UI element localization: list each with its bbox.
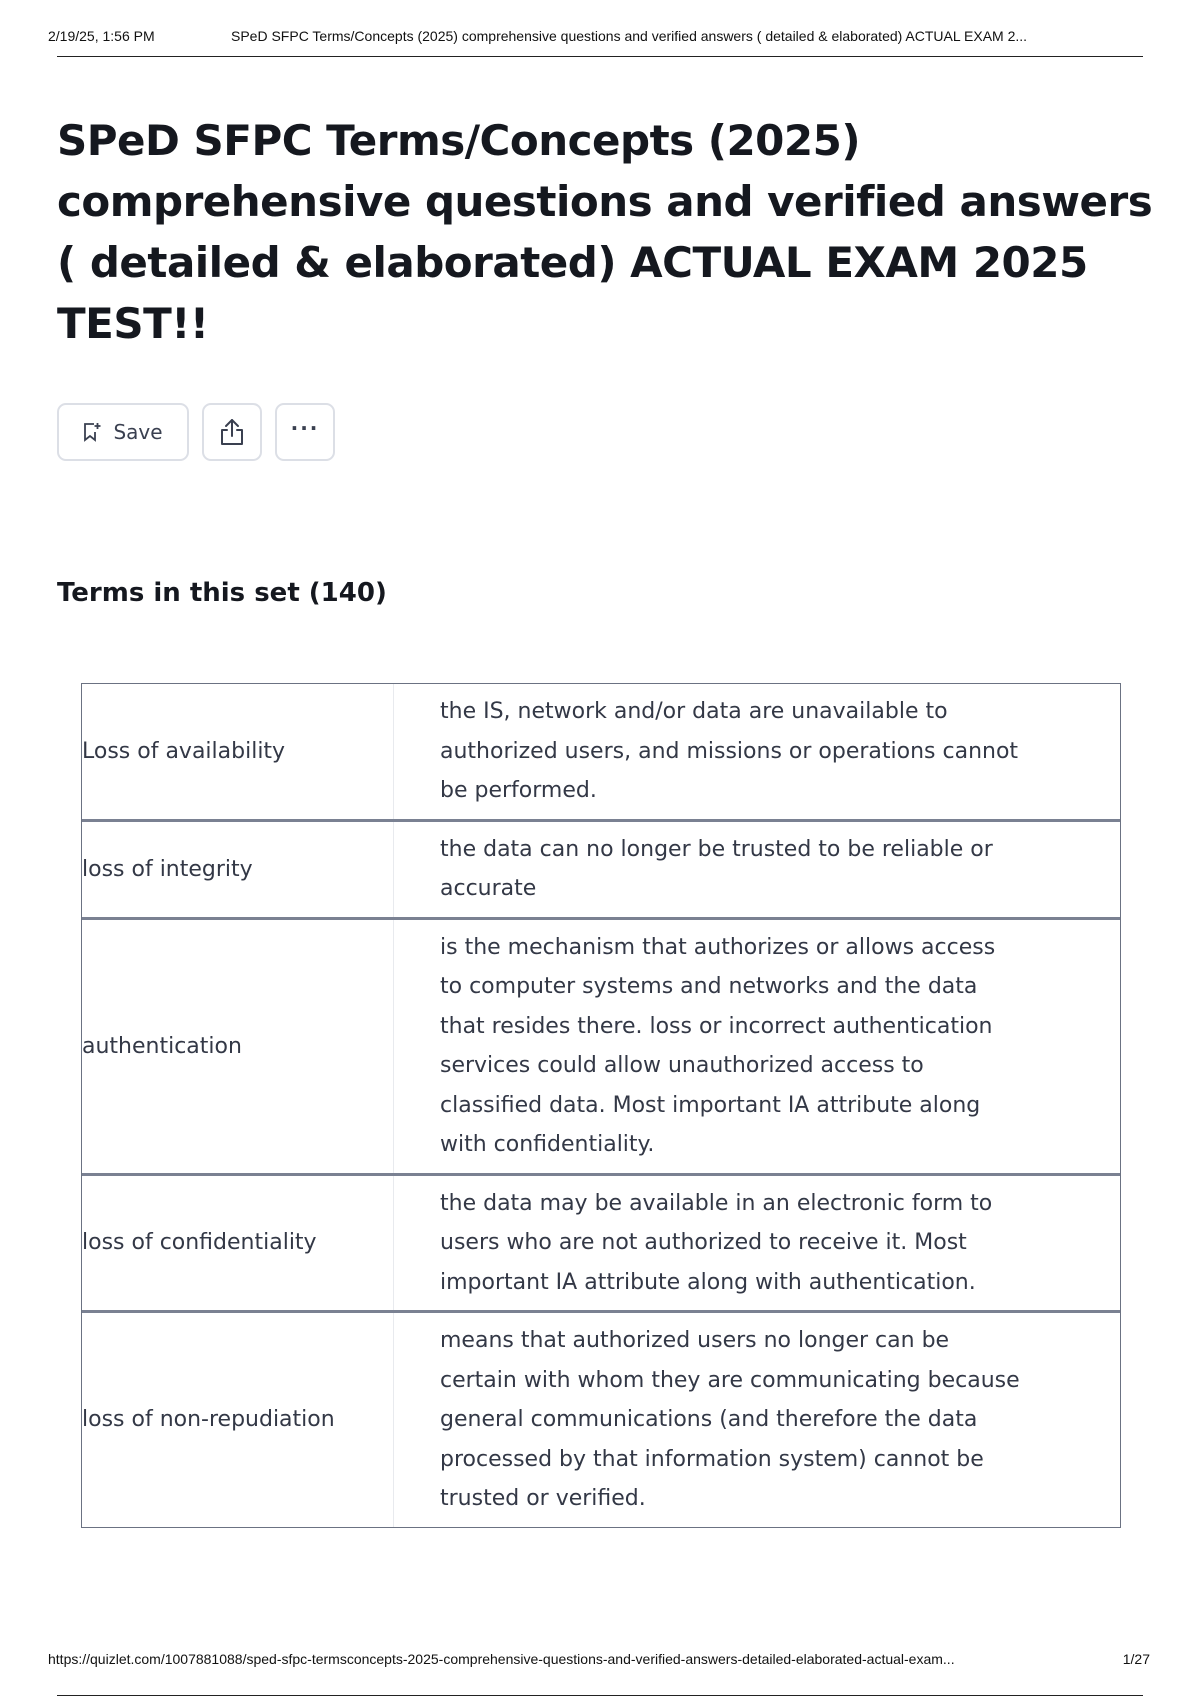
term-row bbox=[82, 1173, 1120, 1311]
term-row bbox=[82, 1310, 1120, 1527]
action-bar bbox=[57, 403, 335, 461]
more-icon: ··· bbox=[290, 416, 320, 440]
term-text: authentication bbox=[82, 920, 394, 1173]
definition-text: is the mechanism that authorizes or allows access to computer systems and networks and the data that resides there. loss or incorrect authentication services could allow unauthorized access to classified data. Most important IA attribute along with confidentiality. bbox=[440, 934, 996, 1157]
term-text: Loss of availability bbox=[82, 684, 394, 819]
definition-text: means that authorized users no longer can be certain with whom they are communicating because general communications (and therefore the data processed by that information system) cannot be trusted or verified. bbox=[440, 1328, 1020, 1511]
print-footer bbox=[48, 1651, 1150, 1667]
page-title: SPeD SFPC Terms/Concepts (2025) comprehensive questions and verified answers ( detailed & elaborated) ACTUAL EXAM 2025 TEST!! bbox=[57, 116, 1153, 348]
print-doc-title: SPeD SFPC Terms/Concepts (2025) comprehensive questions and verified answers ( detailed & elaborated) ACTUAL EXAM 2... bbox=[231, 28, 1028, 44]
term-row bbox=[82, 819, 1120, 917]
print-url: https://quizlet.com/1007881088/sped-sfpc-termsconcepts-2025-comprehensive-questions-and-verified-answers-detailed-elaborated-actual-exam... bbox=[48, 1651, 955, 1667]
terms-table bbox=[81, 683, 1121, 1528]
print-header bbox=[48, 28, 1148, 44]
save-button[interactable] bbox=[57, 403, 189, 461]
term-text: loss of non-repudiation bbox=[82, 1313, 394, 1527]
definition-text: the data may be available in an electronic form to users who are not authorized to receive it. Most important IA attribute along with authentication. bbox=[440, 1190, 993, 1295]
page-number: 1/27 bbox=[1122, 1651, 1150, 1667]
term-row bbox=[82, 684, 1120, 819]
share-icon bbox=[218, 417, 246, 447]
more-button[interactable] bbox=[275, 403, 335, 461]
definition-text: the data can no longer be trusted to be reliable or accurate bbox=[440, 836, 993, 901]
save-label: Save bbox=[113, 420, 163, 444]
footer-divider bbox=[57, 1695, 1143, 1696]
terms-heading: Terms in this set (140) bbox=[57, 578, 387, 608]
definition-text: the IS, network and/or data are unavailable to authorized users, and missions or operations cannot be performed. bbox=[440, 699, 1019, 803]
term-row bbox=[82, 917, 1120, 1173]
term-text: loss of integrity bbox=[82, 822, 394, 917]
term-text: loss of confidentiality bbox=[82, 1176, 394, 1311]
share-button[interactable] bbox=[202, 403, 262, 461]
header-divider bbox=[57, 56, 1143, 57]
bookmark-add-icon bbox=[83, 422, 101, 442]
print-date: 2/19/25, 1:56 PM bbox=[48, 28, 155, 44]
